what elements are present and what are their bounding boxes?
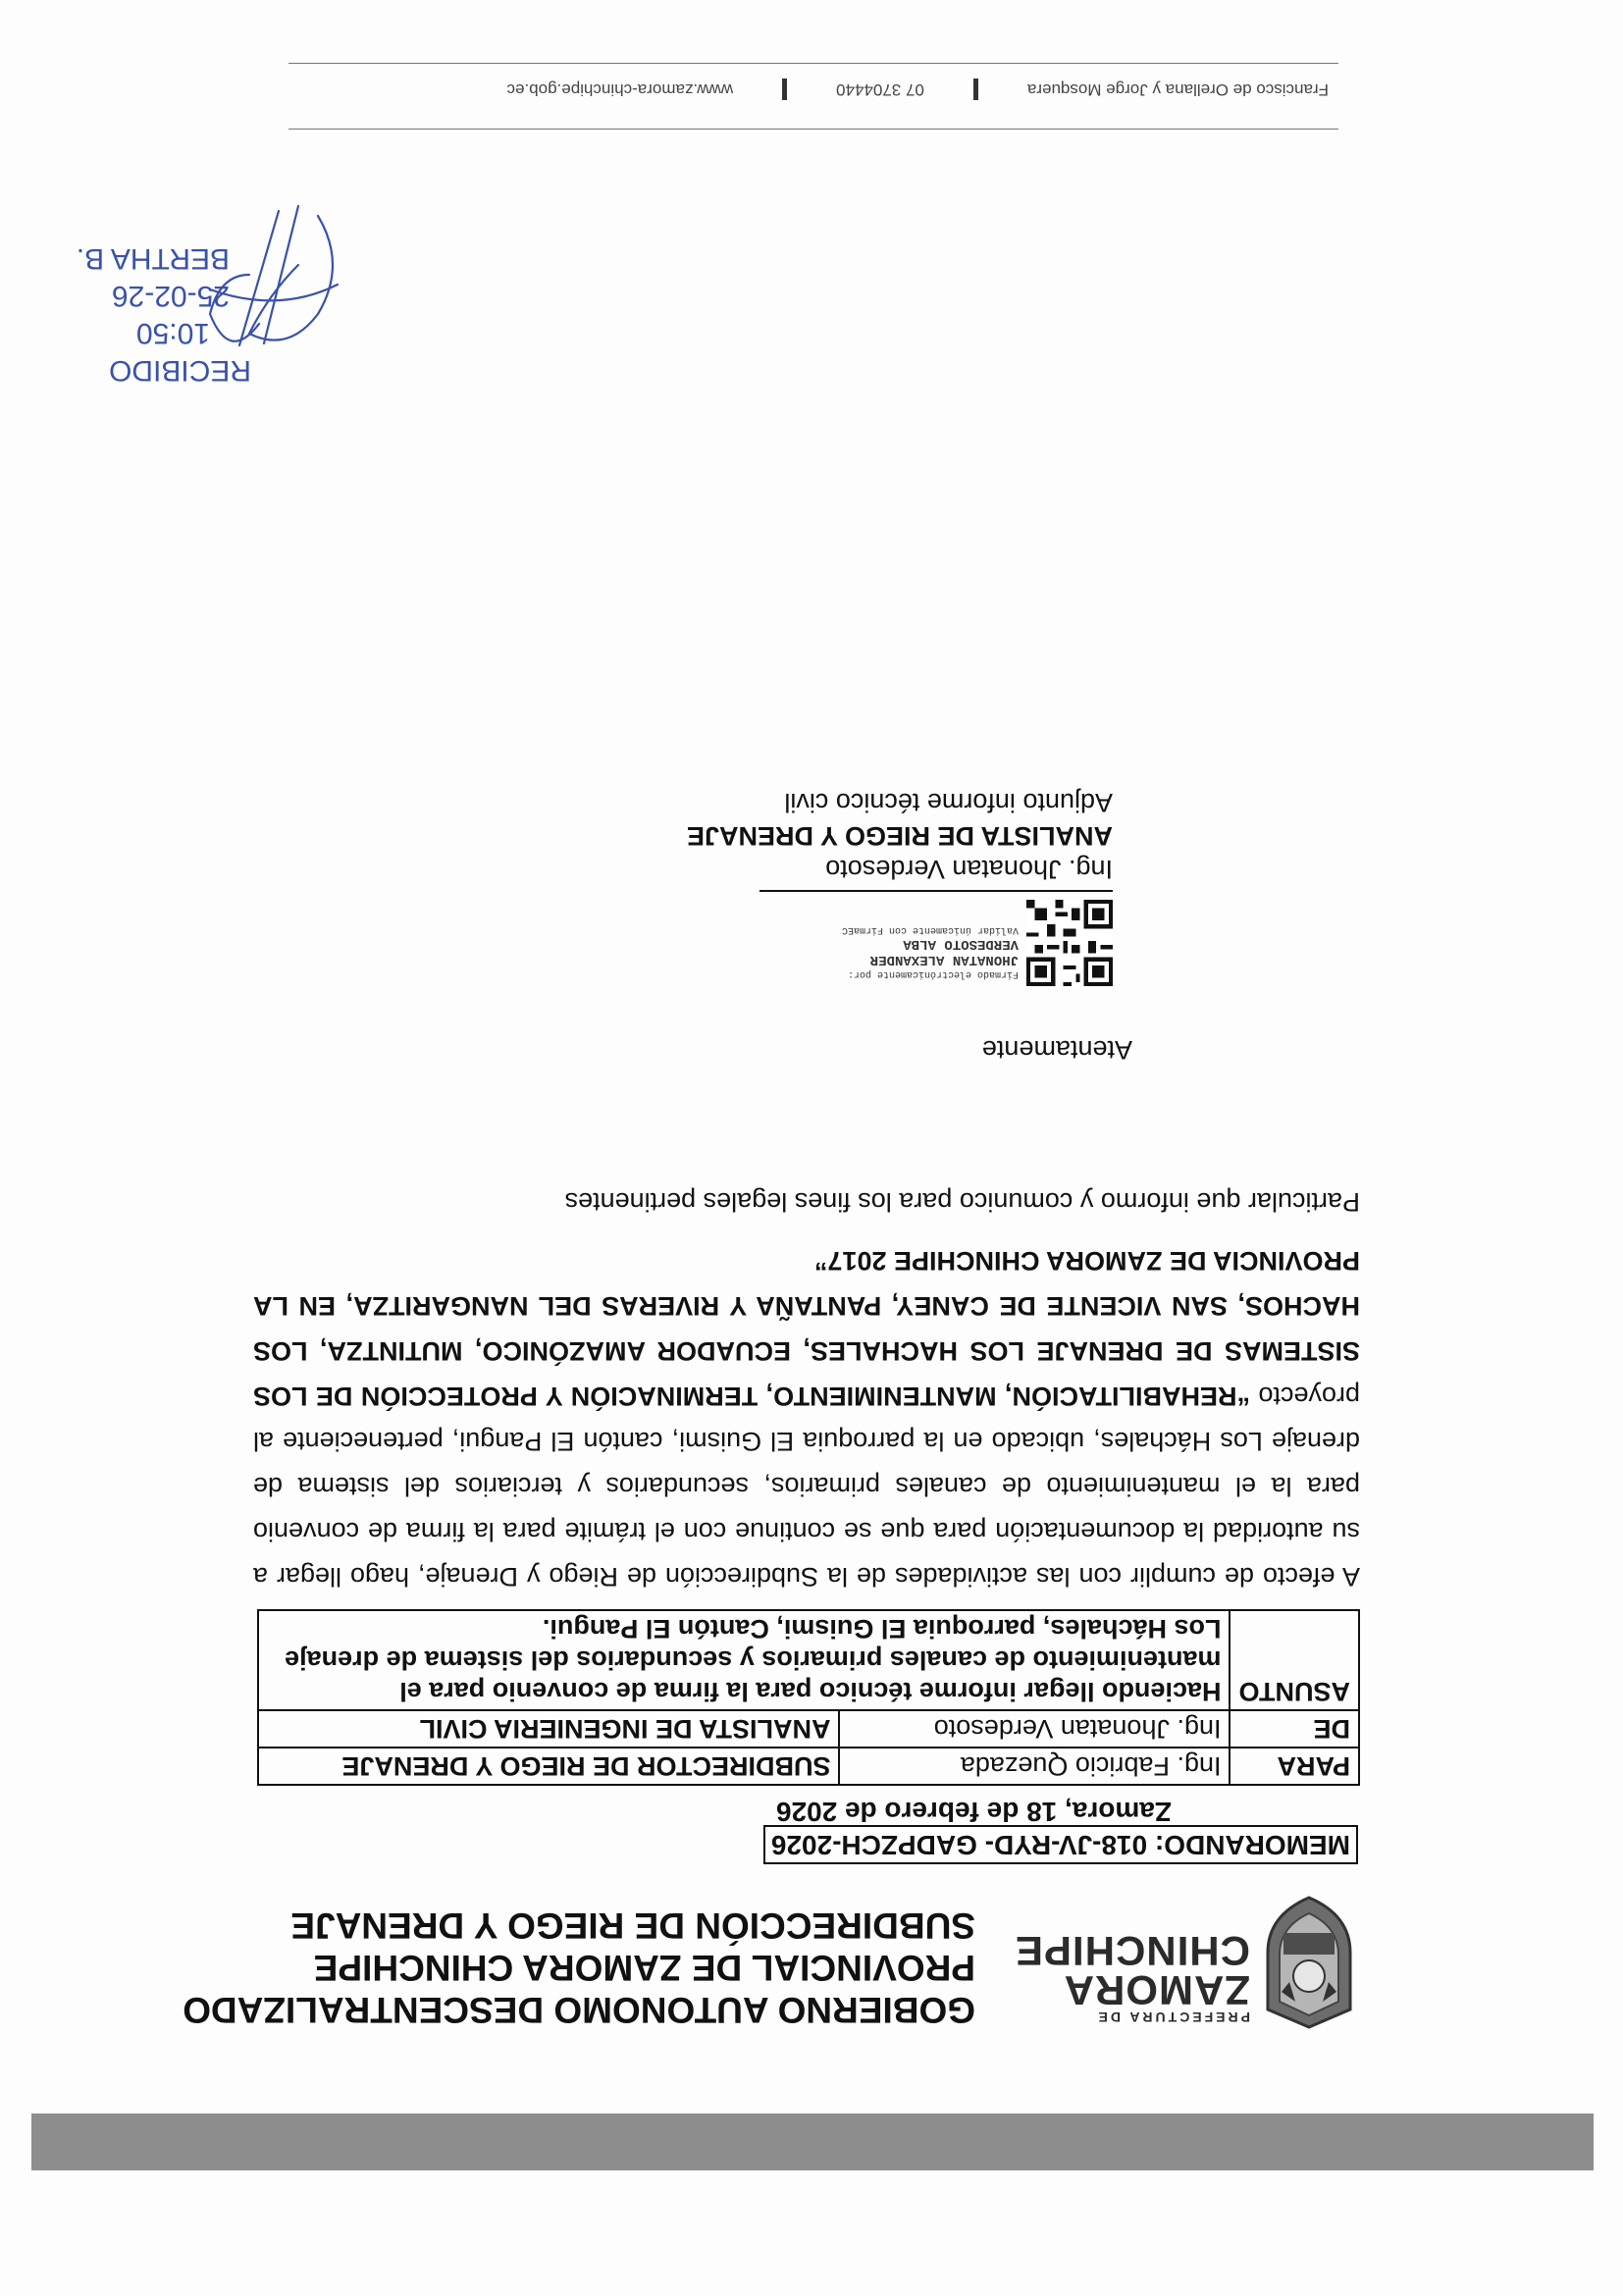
footer-phone: 07 3704440 [836,80,924,99]
body-intro: A efecto de cumplir con las actividades de la Subdirección de Riego y Drenaje, hago llegar a su autoridad la documentación para que se continue con el trámite para la firma de convenio para la el mantenimiento de canales primarios, secundarios y terciarios del sistema de drenaje Los Háchales, ubicado en la parroquia El Guismi, cantón El Pangui, perteneciente al proyecto [253,1382,1360,1592]
para-role: SUBDIRECTOR DE RIEGO Y DRENAJE [258,1748,839,1785]
project-name: “REHABILITACIÓN, MANTENIMIENTO, TERMINACIÓN Y PROTECCIÓN DE LOS SISTEMAS DE DRENAJE LOS HACHALES, ECUADOR AMAZÓNICO, MUTINTZA, LOS HACHOS, SAN VICENTE DE CANEY, PANTAÑA Y RIVERAS DEL NANGARITZA, EN LA PROVINCIA DE ZAMORA CHINCHIPE 2017” [253,1246,1360,1411]
signer-name-line-1: JHONATAN ALEXANDER [869,952,1019,967]
letterhead [102,1874,1358,2031]
attachment-note: Adjunto informe técnico civil [784,788,1113,817]
asunto-text: Haciendo llegar informe técnico para la firma de convenio para el mantenimiento de canales primarios y secundarios del sistema de drenaje Los Háchales, parroquia El Guismi, Cantón El Pangui. [258,1610,1230,1710]
e-signature-caption [744,923,1019,980]
memo-number: MEMORANDO: 018-JV-RYD- GADPZCH-2026 [763,1825,1358,1864]
signer-role: ANALISTA DE RIEGO Y DRENAJE [686,821,1113,851]
table-row [258,1610,1359,1710]
footer [298,78,1329,100]
para-label: PARA [1230,1748,1359,1785]
title-line-1: GOBIERNO AUTONOMO DESCENTRALIZADO [183,1990,975,2030]
title-line-3: SUBDIRECCIÓN DE RIEGO Y DRENAJE [290,1905,975,1946]
table-row [258,1748,1359,1785]
received-stamp [76,186,357,461]
footer-rule-top [288,129,1338,130]
title-line-2: PROVINCIAL DE ZAMORA CHINCHIPE [313,1948,975,1988]
brand-line-2: CHINCHIPE [1014,1928,1250,1974]
memo-date: Zamora, 18 de febrero de 2026 [775,1797,1172,1827]
institution-title [171,1905,975,2031]
de-role: ANALISTA DE INGENIERIA CIVIL [258,1710,839,1748]
footer-separator [782,78,787,100]
de-label: DE [1230,1710,1359,1748]
brand-prefix: PREFECTURA DE [1095,2009,1250,2025]
signature-line [759,890,1113,892]
validate-caption: Validar únicamente con FirmaEC [841,924,1019,935]
para-name: Ing. Fabricio Quezada [839,1748,1230,1785]
footer-website: www.zamora-chinchipe.gob.ec [506,80,734,99]
header-bar [31,2113,1594,2170]
de-name: Ing. Jhonatan Verdesoto [839,1710,1230,1748]
routing-table [257,1609,1360,1786]
footer-separator [973,78,978,100]
footer-rule-bottom [288,63,1338,64]
memo-body [253,1238,1360,1599]
footer-address: Francisco de Orellana y Jorge Mosquera [1026,80,1329,99]
signer-name-line-2: VERDESOTO ALBA [903,936,1019,952]
closing-line: Particular que informo y comunico para los fines legales pertinentes [564,1187,1360,1217]
brand-wordmark [1014,1928,1250,2025]
asunto-label: ASUNTO [1230,1610,1359,1710]
stamp-date: 25-02-26 [111,280,230,312]
regards: Atentamente [981,1035,1132,1065]
brand-line-1: ZAMORA [1063,1967,1250,2013]
coat-of-arms-logo [1260,1894,1358,2031]
table-row [258,1710,1359,1748]
stamp-received: RECIBIDO [108,354,251,387]
signer-info [524,786,1113,886]
stamp-name: BERTHA B. [76,242,230,275]
stamp-time: 10:50 [135,317,210,349]
signed-by-caption: Firmado electrónicamente por: [847,968,1019,979]
qr-code-icon [1026,900,1113,986]
signer-name: Ing. Jhonatan Verdesoto [825,855,1113,884]
